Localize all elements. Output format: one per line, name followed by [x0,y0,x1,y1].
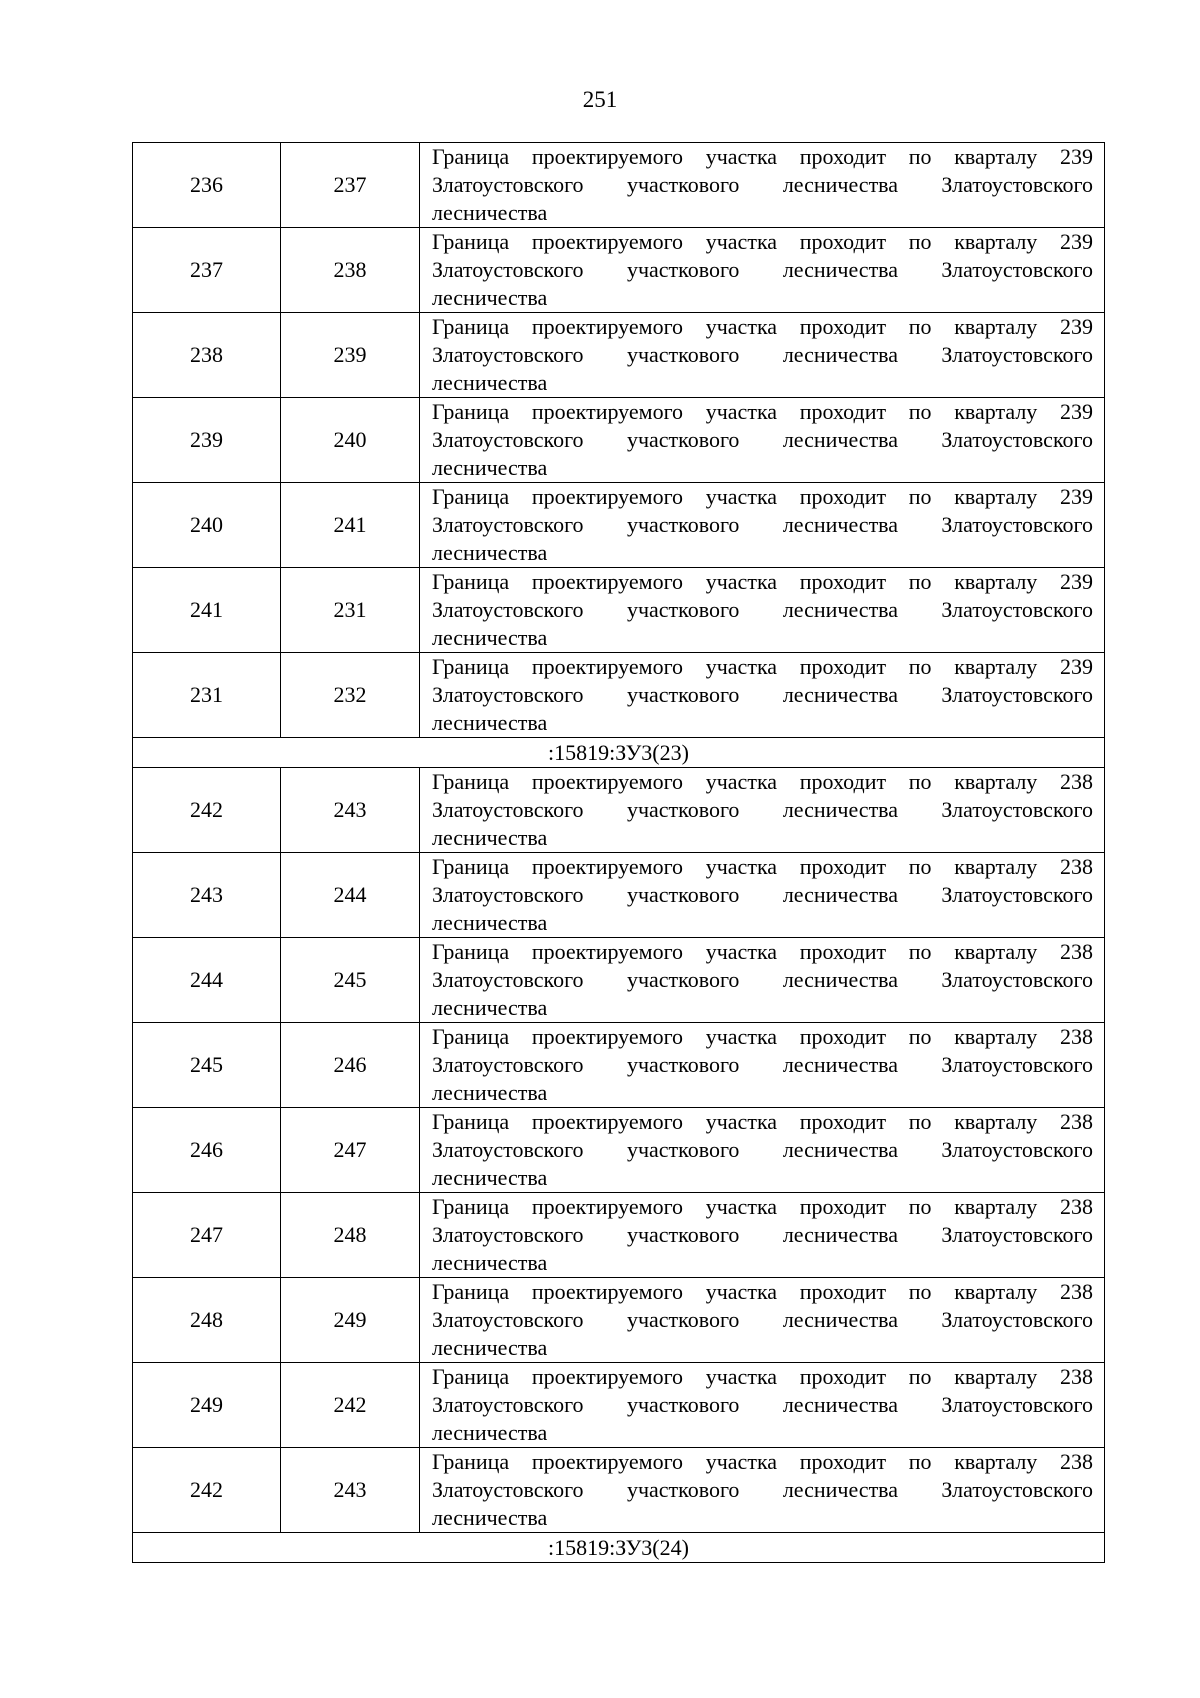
table-row [133,398,1105,483]
point-from-cell: 237 [133,228,281,313]
boundary-description-cell: Граница проектируемого участка проходит по кварталу 238 Златоустовского участкового лесничества Златоустовского лесничества [420,768,1105,853]
table-body [133,143,1105,1563]
point-to-cell: 243 [281,1448,420,1533]
table-row [133,853,1105,938]
boundary-description-cell: Граница проектируемого участка проходит по кварталу 239 Златоустовского участкового лесничества Златоустовского лесничества [420,313,1105,398]
table-row [133,1363,1105,1448]
boundary-description-cell: Граница проектируемого участка проходит по кварталу 239 Златоустовского участкового лесничества Златоустовского лесничества [420,483,1105,568]
boundary-description-cell: Граница проектируемого участка проходит по кварталу 238 Златоустовского участкового лесничества Златоустовского лесничества [420,1108,1105,1193]
table-row [133,768,1105,853]
point-from-cell: 236 [133,143,281,228]
table-row [133,1278,1105,1363]
point-from-cell: 246 [133,1108,281,1193]
boundary-description-cell: Граница проектируемого участка проходит по кварталу 238 Златоустовского участкового лесничества Златоустовского лесничества [420,1278,1105,1363]
point-from-cell: 243 [133,853,281,938]
page-number: 251 [582,87,618,112]
boundary-description-cell: Граница проектируемого участка проходит по кварталу 238 Златоустовского участкового лесничества Златоустовского лесничества [420,1448,1105,1533]
table-row [133,653,1105,738]
point-from-cell: 238 [133,313,281,398]
table-row [133,143,1105,228]
point-to-cell: 232 [281,653,420,738]
point-from-cell: 239 [133,398,281,483]
point-to-cell: 248 [281,1193,420,1278]
boundary-description-cell: Граница проектируемого участка проходит по кварталу 239 Златоустовского участкового лесничества Златоустовского лесничества [420,228,1105,313]
point-from-cell: 248 [133,1278,281,1363]
point-from-cell: 244 [133,938,281,1023]
point-to-cell: 243 [281,768,420,853]
point-from-cell: 247 [133,1193,281,1278]
point-to-cell: 237 [281,143,420,228]
boundary-description-cell: Граница проектируемого участка проходит по кварталу 238 Златоустовского участкового лесничества Златоустовского лесничества [420,938,1105,1023]
section-row [133,1533,1105,1563]
point-from-cell: 242 [133,1448,281,1533]
point-to-cell: 244 [281,853,420,938]
table-row [133,1023,1105,1108]
point-from-cell: 245 [133,1023,281,1108]
point-to-cell: 246 [281,1023,420,1108]
point-to-cell: 240 [281,398,420,483]
point-to-cell: 247 [281,1108,420,1193]
boundary-description-cell: Граница проектируемого участка проходит по кварталу 239 Златоустовского участкового лесничества Златоустовского лесничества [420,653,1105,738]
table-row [133,1448,1105,1533]
point-from-cell: 249 [133,1363,281,1448]
table-row [133,568,1105,653]
table-row [133,1193,1105,1278]
point-from-cell: 240 [133,483,281,568]
point-to-cell: 241 [281,483,420,568]
point-to-cell: 242 [281,1363,420,1448]
table-row [133,313,1105,398]
point-from-cell: 242 [133,768,281,853]
point-from-cell: 231 [133,653,281,738]
section-heading: :15819:ЗУ3(24) [133,1533,1105,1563]
point-to-cell: 238 [281,228,420,313]
boundary-description-cell: Граница проектируемого участка проходит по кварталу 238 Златоустовского участкового лесничества Златоустовского лесничества [420,853,1105,938]
section-heading: :15819:ЗУ3(23) [133,738,1105,768]
boundary-description-cell: Граница проектируемого участка проходит по кварталу 239 Златоустовского участкового лесничества Златоустовского лесничества [420,568,1105,653]
boundary-table [132,142,1105,1563]
table-row [133,938,1105,1023]
boundary-description-cell: Граница проектируемого участка проходит по кварталу 238 Златоустовского участкового лесничества Златоустовского лесничества [420,1363,1105,1448]
table-row [133,483,1105,568]
table-row [133,1108,1105,1193]
point-to-cell: 245 [281,938,420,1023]
table-row [133,228,1105,313]
section-row [133,738,1105,768]
point-to-cell: 249 [281,1278,420,1363]
boundary-description-cell: Граница проектируемого участка проходит по кварталу 238 Златоустовского участкового лесничества Златоустовского лесничества [420,1023,1105,1108]
boundary-description-cell: Граница проектируемого участка проходит по кварталу 238 Златоустовского участкового лесничества Златоустовского лесничества [420,1193,1105,1278]
boundary-description-cell: Граница проектируемого участка проходит по кварталу 239 Златоустовского участкового лесничества Златоустовского лесничества [420,143,1105,228]
point-from-cell: 241 [133,568,281,653]
point-to-cell: 231 [281,568,420,653]
point-to-cell: 239 [281,313,420,398]
boundary-description-cell: Граница проектируемого участка проходит по кварталу 239 Златоустовского участкового лесничества Златоустовского лесничества [420,398,1105,483]
